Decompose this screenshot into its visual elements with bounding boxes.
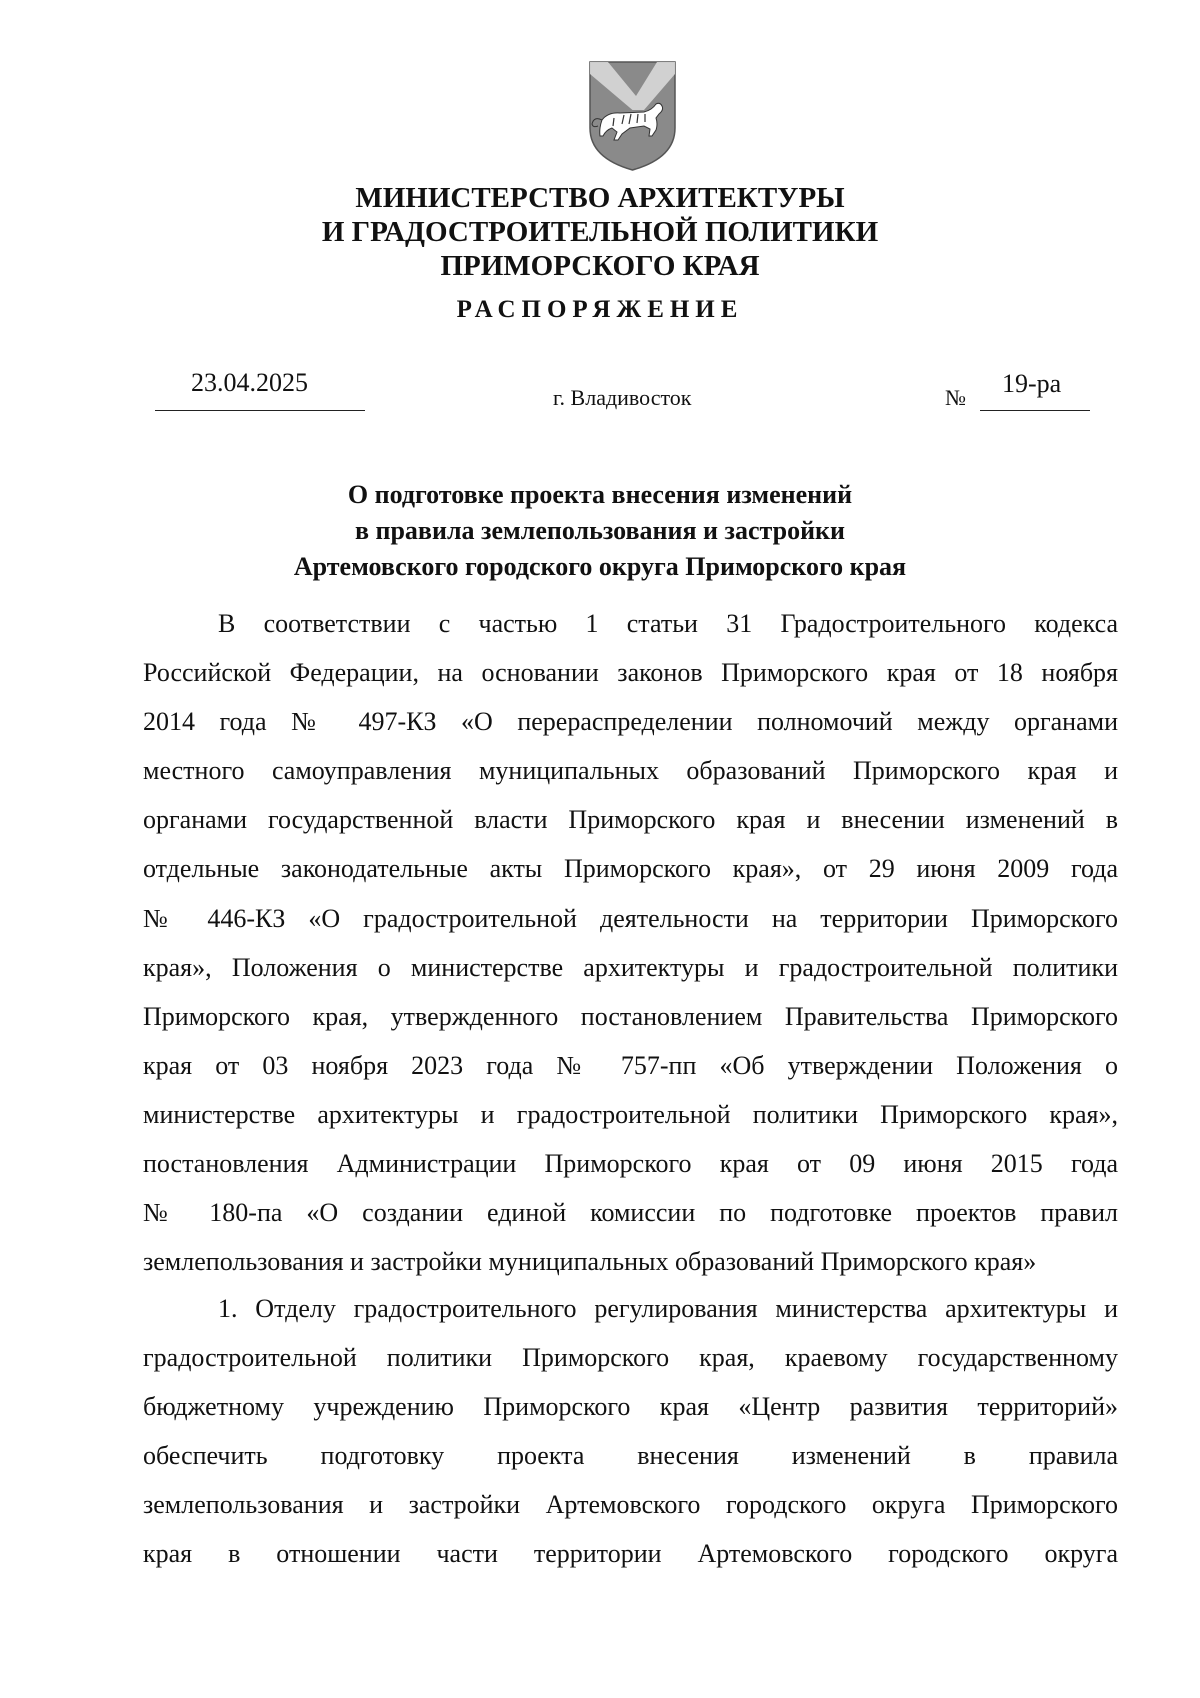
- title-line-3: Артемовского городского округа Приморского края: [293, 552, 907, 581]
- document-type: РАСПОРЯЖЕНИЕ: [456, 296, 744, 323]
- text-line: отдельные законодательные акты Приморского края», от 29 июня 2009 года: [143, 854, 1118, 884]
- date-field: [155, 368, 365, 411]
- text-line: края», Положения о министерстве архитектуры и градостроительной политики: [143, 952, 1118, 982]
- text-line: органами государственной власти Приморского края и внесении изменений в: [143, 805, 1118, 835]
- ministry-line-2: И ГРАДОСТРОИТЕЛЬНОЙ ПОЛИТИКИ: [321, 216, 879, 248]
- text-line: края от 03 ноября 2023 года № 757-пп «Об утверждении Положения о: [143, 1050, 1118, 1080]
- text-line: постановления Администрации Приморского края от 09 июня 2015 года: [143, 1149, 1118, 1179]
- text-line: Приморского края, утвержденного постановлением Правительства Приморского: [143, 1001, 1118, 1031]
- text-line: 2014 года № 497-КЗ «О перераспределении полномочий между органами: [143, 707, 1118, 737]
- text-line: министерстве архитектуры и градостроительной политики Приморского края»,: [143, 1099, 1118, 1129]
- text-line: 1. Отделу градостроительного регулирования министерства архитектуры и: [218, 1294, 1118, 1323]
- text-line: бюджетному учреждению Приморского края «Центр развития территорий»: [143, 1392, 1118, 1422]
- document-city: г. Владивосток: [553, 385, 692, 410]
- ministry-name: [0, 181, 1200, 283]
- ministry-line-1: МИНИСТЕРСТВО АРХИТЕКТУРЫ: [355, 182, 845, 214]
- title-line-2: в правила землепользования и застройки: [354, 516, 846, 545]
- document-date: 23.04.2025: [191, 368, 308, 397]
- text-line: края в отношении части территории Артемовского городского округа: [143, 1539, 1118, 1569]
- text-line: землепользования и застройки муниципальных образований Приморского края»: [143, 1247, 1037, 1277]
- number-field: [980, 368, 1090, 411]
- text-line: градостроительной политики Приморского края, краевому государственному: [143, 1343, 1118, 1373]
- text-line: землепользования и застройки Артемовского городского округа Приморского: [143, 1490, 1118, 1520]
- coat-of-arms-icon: [586, 58, 679, 174]
- text-line: обеспечить подготовку проекта внесения изменений в правила: [143, 1441, 1118, 1471]
- text-line: Российской Федерации, на основании законов Приморского края от 18 ноября: [143, 658, 1118, 688]
- paragraph-item-1: [143, 1284, 1118, 1579]
- paragraph-preamble: [143, 599, 1118, 1286]
- text-line: местного самоуправления муниципальных образований Приморского края и: [143, 756, 1118, 786]
- text-line: № 446-КЗ «О градостроительной деятельности на территории Приморского: [143, 903, 1118, 933]
- ministry-line-3: ПРИМОРСКОГО КРАЯ: [440, 250, 760, 282]
- document-number: 19-ра: [1002, 369, 1062, 398]
- text-line: № 180-па «О создании единой комиссии по подготовке проектов правил: [143, 1198, 1118, 1228]
- number-sign: №: [945, 385, 966, 410]
- text-line: В соответствии с частью 1 статьи 31 Градостроительного кодекса: [218, 609, 1118, 638]
- document-title: [0, 477, 1200, 585]
- title-line-1: О подготовке проекта внесения изменений: [347, 480, 853, 509]
